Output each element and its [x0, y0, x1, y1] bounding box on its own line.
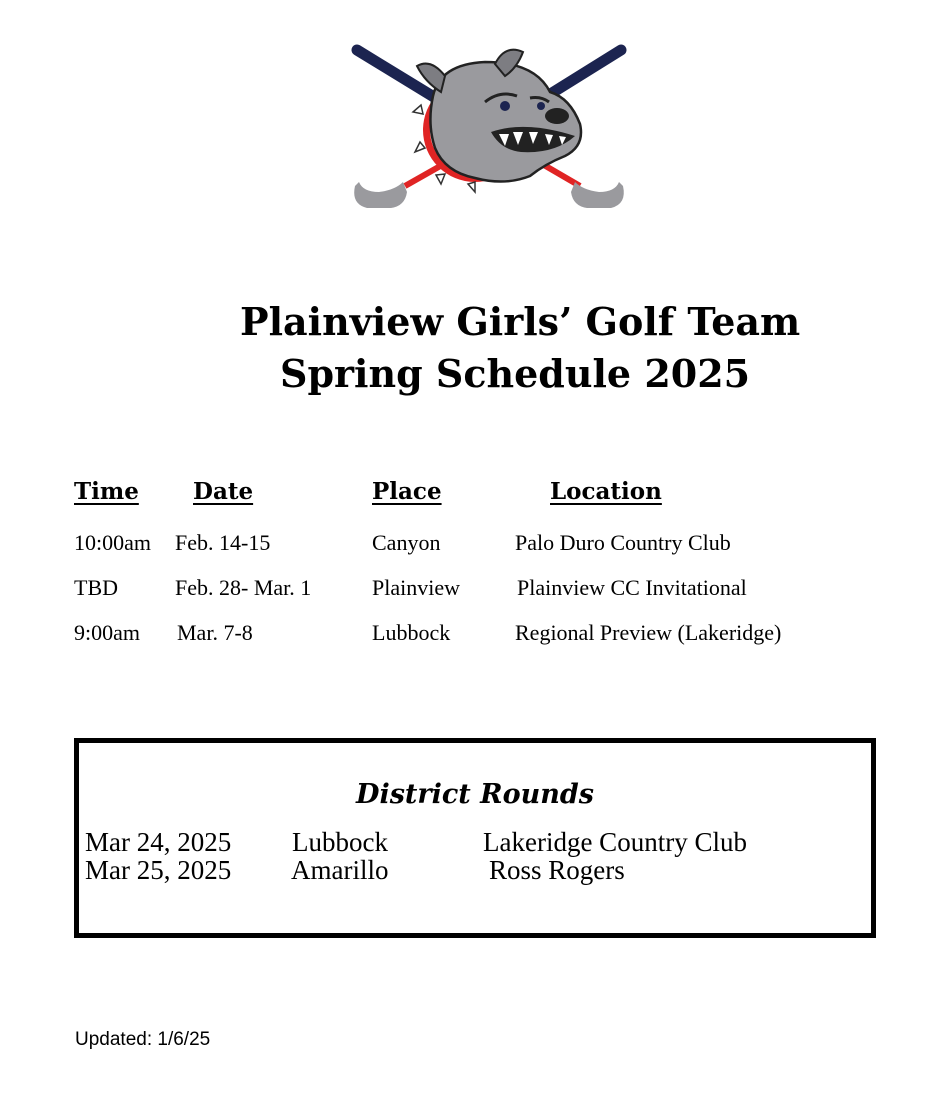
row-place: Lubbock [372, 620, 451, 645]
district-title: District Rounds [356, 779, 594, 810]
header-place: Place [372, 478, 442, 505]
bulldog-golf-logo-icon [345, 36, 635, 220]
row-place: Canyon [372, 530, 441, 555]
district-date: Mar 24, 2025 [85, 827, 232, 857]
header-time: Time [74, 478, 139, 505]
district-location: Ross Rogers [489, 855, 625, 885]
district-date: Mar 25, 2025 [85, 855, 232, 885]
row-date: Feb. 14-15 [175, 530, 271, 555]
header-location: Location [550, 478, 662, 505]
row-date: Feb. 28- Mar. 1 [175, 575, 312, 600]
row-time: 9:00am [74, 620, 140, 645]
title-line-2: Spring Schedule 2025 [280, 351, 751, 396]
row-location: Palo Duro Country Club [515, 530, 731, 555]
row-time: 10:00am [74, 530, 151, 555]
district-place: Amarillo [291, 855, 389, 885]
title-line-1: Plainview Girls’ Golf Team [240, 299, 801, 344]
header-date: Date [193, 478, 254, 505]
district-rounds-box [74, 738, 876, 938]
district-location: Lakeridge Country Club [483, 827, 747, 857]
row-location: Regional Preview (Lakeridge) [515, 620, 782, 645]
row-date: Mar. 7-8 [177, 620, 253, 645]
row-place: Plainview [372, 575, 460, 600]
district-place: Lubbock [292, 827, 388, 857]
row-location: Plainview CC Invitational [517, 575, 747, 600]
row-time: TBD [74, 575, 118, 600]
updated-date: Updated: 1/6/25 [75, 1029, 211, 1050]
